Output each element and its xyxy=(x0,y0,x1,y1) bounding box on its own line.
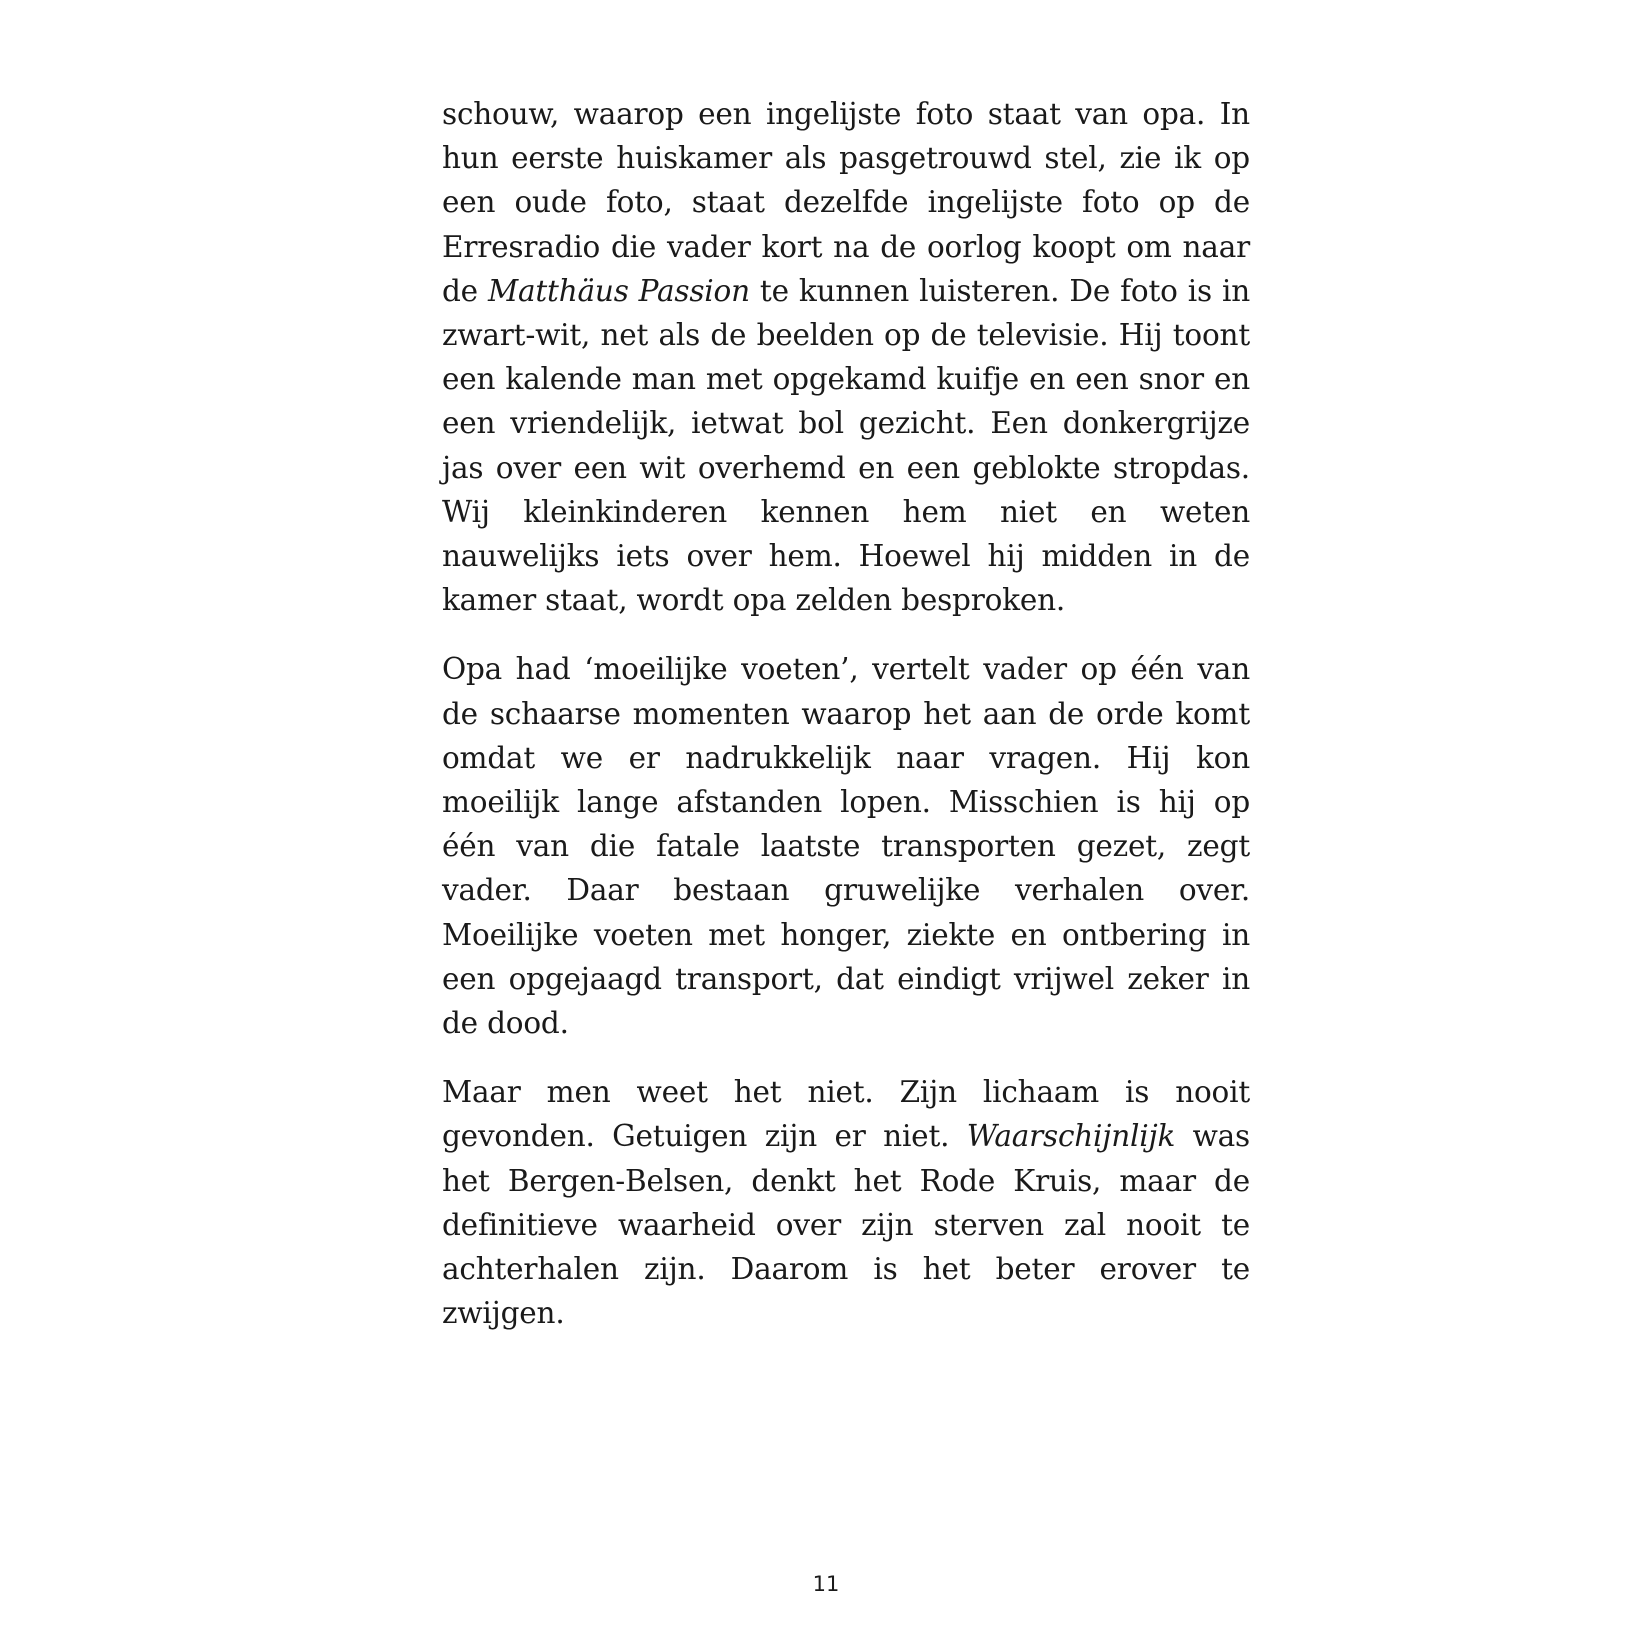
text-run: schouw, waarop een ingelijste foto staat van opa. In hun eerste huiskamer als pasgetrouwd stel, zie ik op een oude foto, staat dezelfde ingelijste foto op de Erresradio die vader kort na de oorlog koopt om naar de xyxy=(442,97,1250,308)
paragraph-1 xyxy=(442,92,1250,622)
text-run: te kunnen luisteren. De foto is in zwart-wit, net als de beelden op de televisie. Hij toont een kalende man met opgekamd kuifje en een snor en een vriendelijk, ietwat bol gezicht. Een donkergrijze jas over een wit overhemd en een geblokte stropdas. Wij kleinkinderen kennen hem niet en weten nauwelijks iets over hem. Hoewel hij midden in de kamer staat, wordt opa zelden besproken. xyxy=(442,273,1250,618)
text-run: Opa had ‘moeilijke voeten’, vertelt vader op één van de schaarse momenten waarop het aan de orde komt omdat we er nadrukkelijk naar vragen. Hij kon moeilijk lange afstanden lopen. Misschien is hij op één van die fatale laatste transporten gezet, zegt vader. Daar bestaan gruwelijke verhalen over. Moeilijke voeten met honger, ziekte en ontbering in een opgejaagd transport, dat eindigt vrijwel zeker in de dood. xyxy=(442,652,1250,1041)
body-text xyxy=(442,92,1250,1360)
text-run: Maar men weet het niet. Zijn lichaam is nooit gevonden. Getuigen zijn er niet. xyxy=(442,1075,1250,1154)
paragraph-2 xyxy=(442,647,1250,1045)
text-run: was het Bergen-Belsen, denkt het Rode Kruis, maar de definitieve waarheid over zijn sterven zal nooit te achterhalen zijn. Daarom is het beter erover te zwijgen. xyxy=(442,1119,1250,1331)
italic-emphasis: Waarschijnlijk xyxy=(966,1119,1176,1154)
italic-title: Matthäus Passion xyxy=(488,273,750,308)
paragraph-3 xyxy=(442,1070,1250,1335)
page-number: 11 xyxy=(812,1572,840,1596)
